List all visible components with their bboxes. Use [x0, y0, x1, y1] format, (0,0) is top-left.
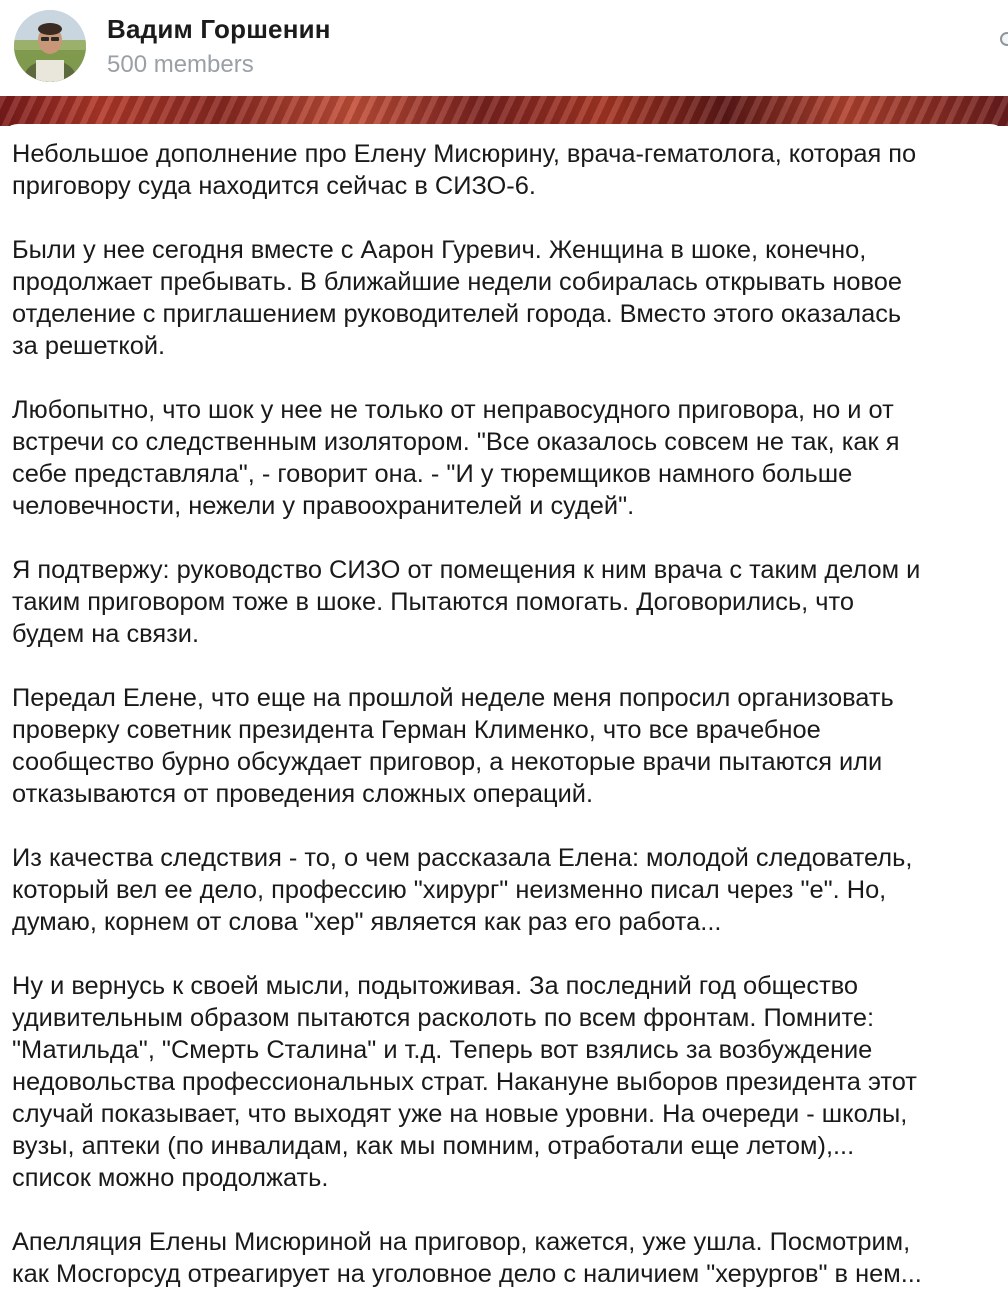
text-line: встречи со следственным изолятором. "Все оказалось совсем не так, как я — [12, 428, 900, 456]
message-paragraph — [12, 234, 1006, 362]
text-line: Передал Елене, что еще на прошлой неделе меня попросил организовать — [12, 684, 894, 712]
message-paragraph — [12, 138, 1006, 202]
channel-title[interactable]: Вадим Горшенин — [107, 14, 331, 44]
text-line: удивительным образом пытаются расколоть по всем фронтам. Помните: — [12, 1004, 875, 1032]
text-line: себе представляла", - говорит она. - "И у тюремщиков намного больше — [12, 460, 853, 488]
text-line: случай показывает, что выходят уже на новые уровни. На очереди - школы, — [12, 1100, 908, 1128]
message-paragraph — [12, 682, 1006, 810]
channel-banner-image — [0, 96, 1008, 126]
channel-avatar[interactable] — [14, 10, 86, 82]
text-line: приговору суда находится сейчас в СИЗО-6. — [12, 172, 536, 200]
members-count: 500 members — [107, 51, 254, 78]
text-line: Я подтвержу: руководство СИЗО от помещения к ним врача с таким делом и — [12, 556, 921, 584]
text-line: Небольшое дополнение про Елену Мисюрину, врача-гематолога, которая по — [12, 140, 917, 168]
header-action-icon[interactable] — [1000, 32, 1008, 46]
message-text — [12, 138, 1006, 1294]
text-line: вузы, аптеки (по инвалидам, как мы помним, отработали еще летом),... — [12, 1132, 855, 1160]
text-line: человечности, нежели у правоохранителей и судей". — [12, 492, 635, 520]
text-line: сообщество бурно обсуждает приговор, а некоторые врачи пытаются или — [12, 748, 883, 776]
text-line: таким приговором тоже в шоке. Пытаются помогать. Договорились, что — [12, 588, 854, 616]
text-line: думаю, корнем от слова "хер" является как раз его работа... — [12, 908, 722, 936]
text-line: отделение с приглашением руководителей города. Вместо этого оказалась — [12, 300, 902, 328]
message-paragraph — [12, 394, 1006, 522]
text-line: как Мосгорсуд отреагирует на уголовное дело с наличием "херургов" в нем... — [12, 1260, 922, 1288]
channel-header[interactable] — [0, 0, 1008, 96]
text-line: "Матильда", "Смерть Сталина" и т.д. Теперь вот взялись за возбуждение — [12, 1036, 873, 1064]
text-line: Апелляция Елены Мисюриной на приговор, кажется, уже ушла. Посмотрим, — [12, 1228, 911, 1256]
text-line: Были у нее сегодня вместе с Аарон Гуревич. Женщина в шоке, конечно, — [12, 236, 867, 264]
text-line: за решеткой. — [12, 332, 166, 360]
text-line: продолжает пребывать. В ближайшие недели собиралась открывать новое — [12, 268, 902, 296]
text-line: проверку советник президента Герман Клименко, что все врачебное — [12, 716, 821, 744]
message-paragraph — [12, 1226, 1006, 1290]
text-line: список можно продолжать. — [12, 1164, 329, 1192]
avatar-photo-icon — [14, 10, 86, 82]
text-line: недовольства профессиональных страт. Накануне выборов президента этот — [12, 1068, 917, 1096]
message-paragraph — [12, 842, 1006, 938]
message-paragraph — [12, 970, 1006, 1194]
text-line: отказываются от проведения сложных операций. — [12, 780, 594, 808]
text-line: Из качества следствия - то, о чем рассказала Елена: молодой следователь, — [12, 844, 913, 872]
message-paragraph — [12, 554, 1006, 650]
text-line: Любопытно, что шок у нее не только от неправосудного приговора, но и от — [12, 396, 894, 424]
text-line: будем на связи. — [12, 620, 200, 648]
text-line: который вел ее дело, профессию "хирург" неизменно писал через "е". Но, — [12, 876, 887, 904]
text-line: Ну и вернусь к своей мысли, подытоживая. За последний год общество — [12, 972, 859, 1000]
